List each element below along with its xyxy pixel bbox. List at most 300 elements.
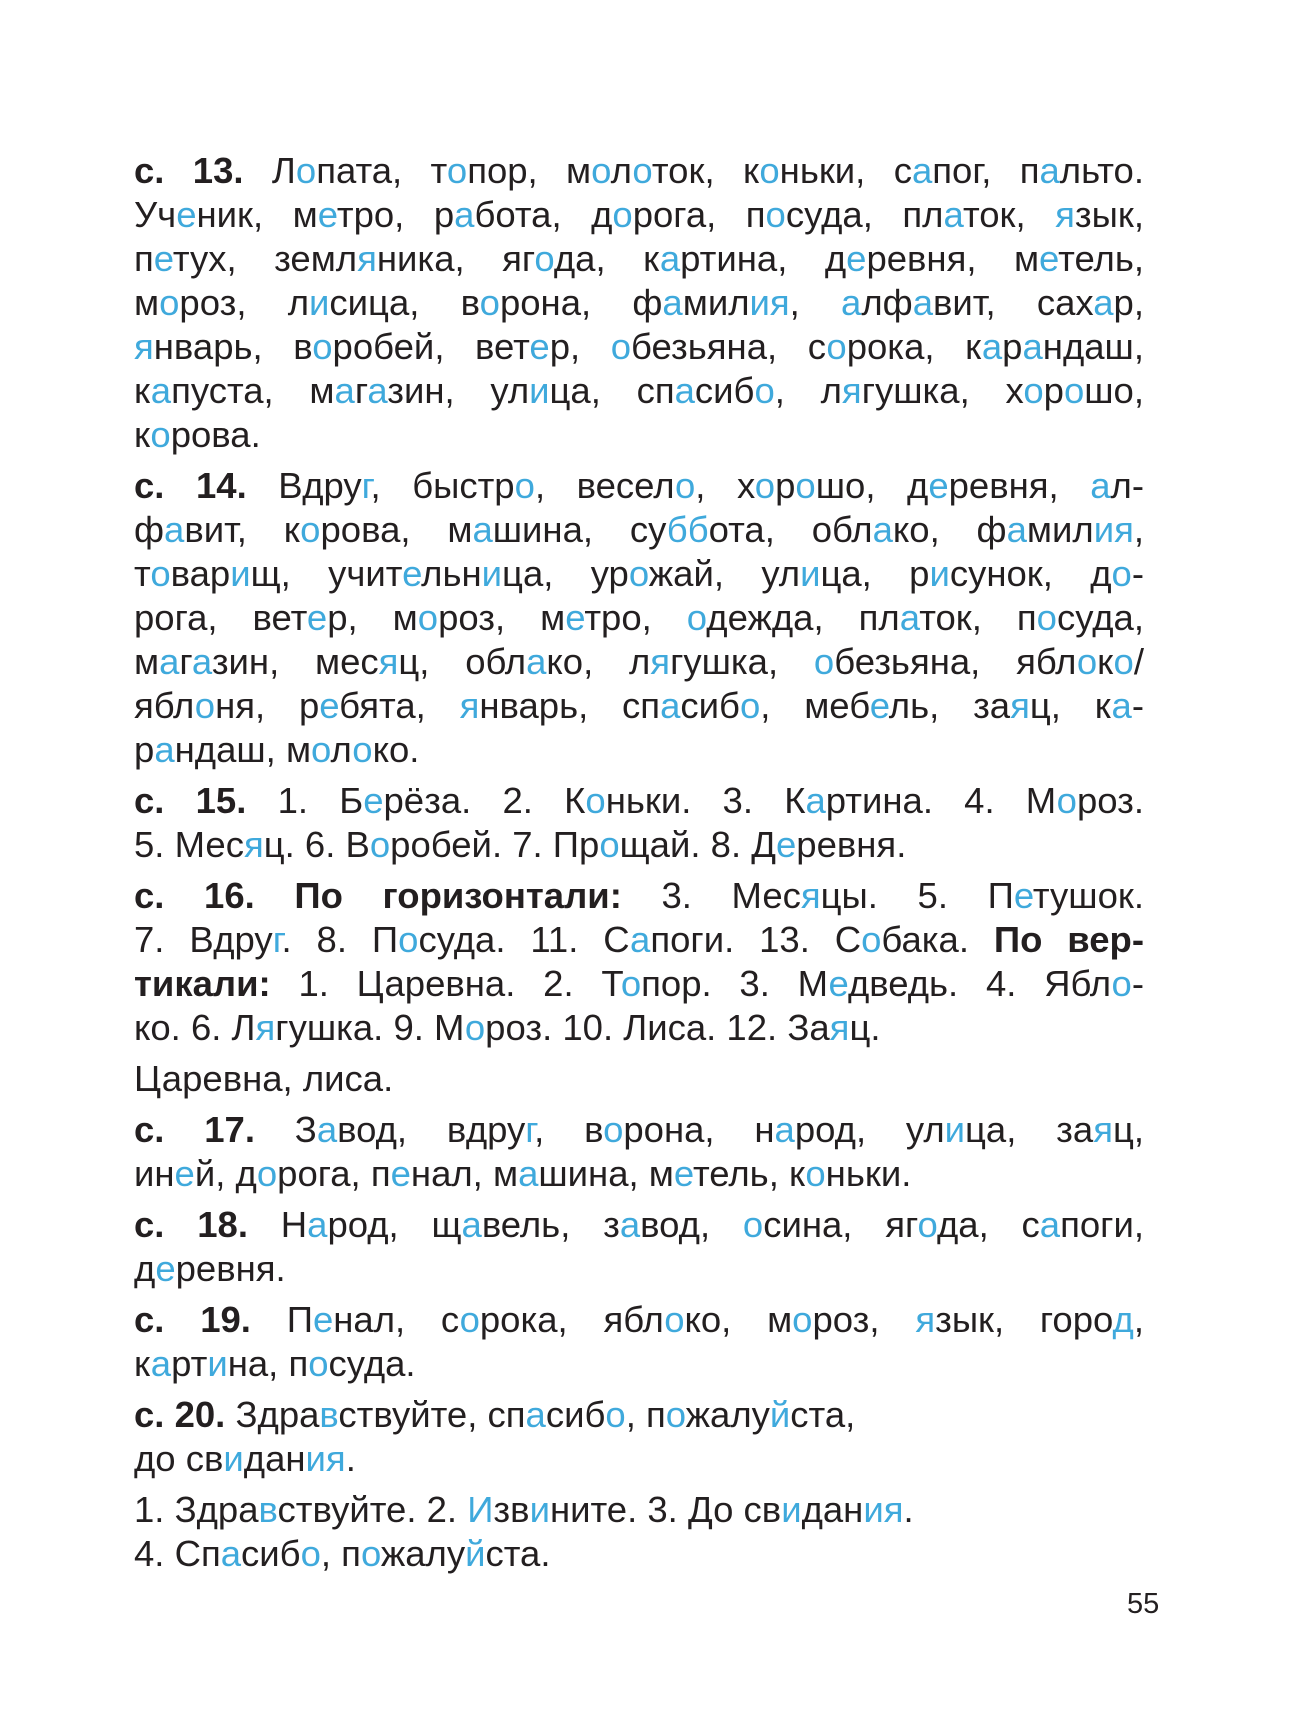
highlighted-letter: о bbox=[765, 194, 786, 235]
highlighted-letter: о bbox=[795, 465, 816, 506]
highlighted-letter: а bbox=[461, 1204, 482, 1245]
highlighted-letter: а bbox=[911, 150, 933, 191]
text-fragment: гушка, bbox=[670, 641, 814, 682]
highlighted-letter: е bbox=[306, 597, 328, 638]
text-fragment: ко, л bbox=[546, 641, 651, 682]
text-fragment: ц, bbox=[1112, 1109, 1145, 1150]
highlighted-letter: о bbox=[754, 465, 776, 506]
highlighted-letter: е bbox=[390, 1153, 411, 1194]
highlighted-letter: е bbox=[1013, 875, 1033, 916]
highlighted-letter: а bbox=[660, 685, 681, 726]
text-fragment: ндаш, м bbox=[174, 729, 312, 770]
text-fragment: ябл bbox=[134, 685, 195, 726]
highlighted-letter: о bbox=[1111, 963, 1132, 1004]
highlighted-letter: а bbox=[316, 1109, 338, 1150]
text-fragment: ньки, с bbox=[779, 150, 912, 191]
text-fragment: , х bbox=[695, 465, 755, 506]
highlighted-letter: а bbox=[619, 1204, 641, 1245]
highlighted-letter: а bbox=[159, 641, 180, 682]
text-fragment: р, м bbox=[327, 597, 418, 638]
text-fragment: ствуйте. 2. bbox=[277, 1489, 468, 1530]
text-fragment: робей, вет bbox=[332, 326, 530, 367]
highlighted-letter: е bbox=[828, 963, 848, 1004]
text-fragment: к bbox=[1097, 641, 1114, 682]
highlighted-letter: е bbox=[775, 824, 797, 865]
bold-label: По горизонтали: bbox=[294, 875, 622, 916]
highlighted-letter: а bbox=[662, 282, 683, 323]
highlighted-letter: а bbox=[454, 194, 475, 235]
text-fragment: 1. Здра bbox=[134, 1489, 259, 1530]
highlighted-letter: о bbox=[398, 919, 419, 960]
text-line bbox=[134, 728, 1144, 772]
text-line bbox=[134, 1393, 1144, 1437]
highlighted-letter: я bbox=[357, 238, 377, 279]
text-fragment: жай, ул bbox=[648, 553, 801, 594]
text-line bbox=[134, 1247, 1144, 1291]
text-fragment: пор, м bbox=[467, 150, 592, 191]
highlighted-letter: е bbox=[846, 238, 867, 279]
answer-c14 bbox=[134, 464, 1144, 772]
text-fragment: - bbox=[1131, 685, 1144, 726]
highlighted-letter: а bbox=[334, 370, 355, 411]
text-fragment: л- bbox=[1110, 465, 1144, 506]
text-line bbox=[134, 149, 1144, 193]
text-fragment: ревня, bbox=[948, 465, 1091, 506]
highlighted-letter: о bbox=[300, 509, 321, 550]
bold-label: с. 14. bbox=[134, 465, 247, 506]
text-fragment: бота, д bbox=[474, 194, 613, 235]
highlighted-letter: о bbox=[759, 150, 780, 191]
highlighted-letter: о bbox=[360, 1533, 381, 1574]
highlighted-letter: а bbox=[307, 1204, 328, 1245]
text-fragment: цы. 5. П bbox=[820, 875, 1014, 916]
highlighted-letter: а bbox=[981, 326, 1003, 367]
text-fragment: шо, д bbox=[815, 465, 929, 506]
highlighted-letter: е bbox=[529, 326, 550, 367]
text-fragment: ртина. 4. М bbox=[825, 780, 1057, 821]
highlighted-letter: г bbox=[525, 1109, 535, 1150]
highlighted-letter: а bbox=[659, 238, 681, 279]
text-fragment: ц. 6. В bbox=[263, 824, 370, 865]
text-fragment: нварь, в bbox=[153, 326, 313, 367]
text-fragment: ко, ф bbox=[892, 509, 1007, 550]
text-fragment: рова, м bbox=[320, 509, 473, 550]
text-fragment: ста, bbox=[790, 1394, 856, 1435]
text-fragment: рога, п bbox=[277, 1153, 391, 1194]
answer-c19 bbox=[134, 1298, 1144, 1386]
highlighted-letter: о bbox=[1111, 553, 1132, 594]
text-fragment: , п bbox=[625, 1394, 666, 1435]
text-fragment: ртина, д bbox=[680, 238, 847, 279]
text-fragment: , п bbox=[320, 1533, 361, 1574]
text-fragment: - bbox=[1131, 553, 1144, 594]
text-fragment: ндаш, bbox=[1042, 326, 1144, 367]
text-line bbox=[134, 1152, 1144, 1196]
text-line bbox=[134, 369, 1144, 413]
highlighted-letter: о bbox=[1023, 370, 1044, 411]
highlighted-letter: а bbox=[674, 370, 695, 411]
bold-label: с. 17. bbox=[134, 1109, 255, 1150]
text-fragment: р bbox=[1002, 326, 1023, 367]
page-number: 55 bbox=[1127, 1588, 1160, 1620]
text-fragment: зв bbox=[493, 1489, 530, 1530]
highlighted-letter: о bbox=[861, 919, 882, 960]
text-fragment: тух, земл bbox=[172, 238, 358, 279]
text-fragment: щ, учит bbox=[250, 553, 403, 594]
highlighted-letter: о bbox=[813, 641, 835, 682]
text-fragment: роз, л bbox=[179, 282, 310, 323]
highlighted-letter: о bbox=[742, 1204, 764, 1245]
text-fragment: , bbox=[1133, 509, 1144, 550]
text-fragment: да, с bbox=[936, 1204, 1040, 1245]
answer-c16 bbox=[134, 874, 1144, 1050]
text-line bbox=[134, 464, 1144, 508]
text-fragment: роз, bbox=[812, 1299, 916, 1340]
text-fragment: вод, bbox=[640, 1204, 743, 1245]
text-fragment: ня, р bbox=[215, 685, 320, 726]
highlighted-letter: а bbox=[367, 370, 388, 411]
highlighted-letter: в bbox=[258, 1489, 278, 1530]
text-fragment: дведь. 4. Ябл bbox=[847, 963, 1112, 1004]
text-line bbox=[134, 596, 1144, 640]
text-fragment: род, ул bbox=[794, 1109, 945, 1150]
highlighted-letter: я bbox=[255, 1007, 276, 1048]
text-fragment: Н bbox=[247, 1204, 308, 1245]
highlighted-letter: о bbox=[585, 780, 606, 821]
highlighted-letter: о bbox=[459, 1299, 480, 1340]
text-fragment: на, п bbox=[227, 1343, 309, 1384]
highlighted-letter: о bbox=[1076, 641, 1098, 682]
answer-c18 bbox=[134, 1203, 1144, 1291]
highlighted-letter: и bbox=[230, 553, 251, 594]
highlighted-letter: я bbox=[1055, 194, 1075, 235]
text-fragment: ревня. bbox=[175, 1248, 286, 1289]
text-fragment: рона, н bbox=[623, 1109, 775, 1150]
highlighted-letter: о bbox=[417, 597, 439, 638]
highlighted-letter: а bbox=[943, 194, 963, 235]
highlighted-letter: о bbox=[605, 1394, 626, 1435]
text-fragment: дан bbox=[243, 1438, 306, 1479]
highlighted-letter: й bbox=[769, 1394, 791, 1435]
text-fragment: рока, ябл bbox=[479, 1299, 665, 1340]
highlighted-letter: я bbox=[134, 326, 154, 367]
bold-label: По вер- bbox=[993, 919, 1144, 960]
text-fragment: дан bbox=[801, 1489, 864, 1530]
text-fragment: зин, ул bbox=[387, 370, 530, 411]
text-fragment: сина, яг bbox=[763, 1204, 918, 1245]
text-fragment: ин bbox=[134, 1153, 175, 1194]
text-fragment: нал, с bbox=[333, 1299, 460, 1340]
highlighted-letter: а bbox=[1022, 326, 1043, 367]
text-line bbox=[134, 1532, 1144, 1576]
text-fragment: вель, з bbox=[481, 1204, 620, 1245]
text-fragment: шина, су bbox=[492, 509, 667, 550]
text-line bbox=[134, 640, 1144, 684]
text-line bbox=[134, 325, 1144, 369]
text-fragment: , л bbox=[774, 370, 842, 411]
text-fragment: П bbox=[250, 1299, 313, 1340]
text-fragment: , bbox=[1133, 1299, 1144, 1340]
text-line bbox=[134, 237, 1144, 281]
text-fragment: ца, р bbox=[820, 553, 930, 594]
highlighted-letter: я bbox=[1093, 1109, 1113, 1150]
highlighted-letter: а bbox=[220, 1533, 242, 1574]
text-fragment: ревня, м bbox=[866, 238, 1040, 279]
text-fragment: поги. 13. С bbox=[650, 919, 862, 960]
text-fragment: ца, за bbox=[965, 1109, 1094, 1150]
highlighted-letter: и bbox=[309, 282, 330, 323]
highlighted-letter: е bbox=[319, 685, 340, 726]
text-fragment: рт bbox=[171, 1343, 208, 1384]
text-line bbox=[134, 874, 1144, 918]
text-fragment: лф bbox=[861, 282, 913, 323]
highlighted-letter: а bbox=[1039, 1204, 1061, 1245]
highlighted-letter: о bbox=[632, 150, 652, 191]
text-line bbox=[134, 1203, 1144, 1247]
highlighted-letter: а bbox=[526, 641, 547, 682]
text-fragment: Вдру bbox=[246, 465, 362, 506]
text-fragment: роз, м bbox=[438, 597, 566, 638]
bold-label: с. 19. bbox=[134, 1299, 251, 1340]
text-fragment: р bbox=[775, 465, 796, 506]
text-fragment: ота, обл bbox=[708, 509, 873, 550]
text-fragment: да, к bbox=[553, 238, 660, 279]
text-fragment: . 8. П bbox=[281, 919, 399, 960]
highlighted-letter: о bbox=[599, 824, 620, 865]
text-fragment: вит, сах bbox=[933, 282, 1094, 323]
text-fragment: ца, сп bbox=[549, 370, 675, 411]
text-line bbox=[134, 1108, 1144, 1152]
highlighted-letter: о bbox=[464, 1007, 486, 1048]
text-fragment: вар bbox=[170, 553, 231, 594]
text-fragment: мил bbox=[682, 282, 750, 323]
text-fragment: мил bbox=[1026, 509, 1094, 550]
highlighted-letter: о bbox=[295, 150, 317, 191]
highlighted-letter: а bbox=[630, 919, 651, 960]
text-fragment: ствуйте, сп bbox=[338, 1394, 526, 1435]
text-fragment: льто. bbox=[1059, 150, 1144, 191]
highlighted-letter: й bbox=[465, 1533, 486, 1574]
highlighted-letter: о bbox=[312, 326, 333, 367]
text-fragment: жалу bbox=[685, 1394, 770, 1435]
text-fragment: д bbox=[134, 1248, 156, 1289]
highlighted-letter: г bbox=[361, 465, 371, 506]
text-fragment: безьяна, ябл bbox=[834, 641, 1077, 682]
text-fragment: З bbox=[254, 1109, 317, 1150]
text-fragment: Уч bbox=[134, 194, 177, 235]
highlighted-letter: а bbox=[1111, 685, 1132, 726]
text-fragment: гушка. 9. М bbox=[275, 1007, 465, 1048]
text-line bbox=[134, 193, 1144, 237]
highlighted-letter: о bbox=[369, 824, 391, 865]
text-fragment: ста. bbox=[485, 1533, 551, 1574]
text-fragment: . bbox=[345, 1438, 356, 1479]
highlighted-letter: и bbox=[781, 1489, 802, 1530]
text-fragment: шина, м bbox=[538, 1153, 674, 1194]
highlighted-letter: е bbox=[363, 780, 384, 821]
highlighted-letter: а bbox=[525, 1394, 546, 1435]
highlighted-letter: и bbox=[223, 1438, 244, 1479]
text-fragment: тушок. bbox=[1032, 875, 1144, 916]
highlighted-letter: а bbox=[912, 282, 933, 323]
highlighted-letter: а bbox=[1039, 150, 1060, 191]
highlighted-letter: о bbox=[754, 370, 775, 411]
highlighted-letter: а bbox=[472, 509, 493, 550]
text-fragment: суда, bbox=[1056, 597, 1144, 638]
text-fragment: пор. 3. М bbox=[641, 963, 829, 1004]
text-fragment: тель, bbox=[1058, 238, 1144, 279]
text-fragment: ко. 6. Л bbox=[134, 1007, 256, 1048]
highlighted-letter: я bbox=[915, 1299, 936, 1340]
text-fragment: суда. 11. С bbox=[418, 919, 631, 960]
highlighted-letter: о bbox=[150, 414, 171, 455]
text-fragment: роз. bbox=[1076, 780, 1145, 821]
highlighted-letter: о bbox=[311, 729, 331, 770]
highlighted-letter: а bbox=[1006, 509, 1027, 550]
text-line bbox=[134, 1437, 1144, 1481]
text-fragment: , быстр bbox=[370, 465, 515, 506]
highlighted-letter: а bbox=[150, 370, 172, 411]
text-fragment: рова. bbox=[170, 414, 261, 455]
text-fragment: г bbox=[179, 641, 192, 682]
highlighted-letter: о bbox=[792, 1299, 813, 1340]
text-fragment: 5. Мес bbox=[134, 824, 244, 865]
highlighted-letter: я bbox=[378, 641, 399, 682]
text-fragment: ль, за bbox=[888, 685, 1011, 726]
text-fragment: ника, яг bbox=[376, 238, 535, 279]
text-line bbox=[134, 1298, 1144, 1342]
highlighted-letter: а bbox=[1090, 465, 1111, 506]
answer-c17 bbox=[134, 1108, 1144, 1196]
highlighted-letter: о bbox=[665, 1394, 686, 1435]
highlighted-letter: а bbox=[1093, 282, 1114, 323]
highlighted-letter: о bbox=[1056, 780, 1077, 821]
highlighted-letter: о bbox=[1063, 370, 1085, 411]
text-fragment: зык, горо bbox=[935, 1299, 1113, 1340]
answer-c16b bbox=[134, 1057, 1144, 1101]
highlighted-letter: И bbox=[467, 1489, 494, 1530]
highlighted-letter: о bbox=[610, 326, 632, 367]
highlighted-letter: и bbox=[529, 370, 550, 411]
highlighted-letter: о bbox=[514, 465, 535, 506]
text-fragment: ньки. bbox=[825, 1153, 912, 1194]
highlighted-letter: о bbox=[917, 1204, 937, 1245]
text-fragment: бака. bbox=[881, 919, 994, 960]
text-line bbox=[134, 413, 1144, 457]
text-fragment: дежда, пл bbox=[706, 597, 900, 638]
text-fragment: пог, п bbox=[932, 150, 1040, 191]
text-fragment: рёза. 2. К bbox=[383, 780, 586, 821]
answer-c15 bbox=[134, 779, 1144, 867]
text-fragment: робей. 7. Пр bbox=[390, 824, 600, 865]
text-line bbox=[134, 823, 1144, 867]
text-fragment: зин, мес bbox=[211, 641, 379, 682]
text-fragment: г bbox=[354, 370, 368, 411]
text-fragment: 1. Б bbox=[246, 780, 364, 821]
text-fragment: ца, ур bbox=[502, 553, 629, 594]
highlighted-letter: о bbox=[352, 729, 373, 770]
highlighted-letter: я bbox=[650, 641, 671, 682]
text-fragment: безьяна, с bbox=[631, 326, 827, 367]
text-fragment: р, bbox=[549, 326, 611, 367]
highlighted-letter: о bbox=[308, 1343, 329, 1384]
text-fragment: нварь, сп bbox=[479, 685, 661, 726]
text-fragment: зык, bbox=[1074, 194, 1145, 235]
text-fragment: гушка, х bbox=[861, 370, 1024, 411]
text-line bbox=[134, 1006, 1144, 1050]
text-fragment: льн bbox=[421, 553, 482, 594]
highlighted-letter: а bbox=[154, 729, 175, 770]
text-fragment: р bbox=[1043, 370, 1064, 411]
text-fragment: , в bbox=[534, 1109, 604, 1150]
highlighted-letter: о bbox=[446, 150, 468, 191]
highlighted-letter: а bbox=[150, 1343, 172, 1384]
text-line bbox=[134, 779, 1144, 823]
text-fragment: 4. Сп bbox=[134, 1533, 221, 1574]
highlighted-letter: е bbox=[155, 1248, 176, 1289]
highlighted-letter: е bbox=[928, 465, 949, 506]
text-fragment: жалу bbox=[380, 1533, 466, 1574]
text-fragment: й, д bbox=[194, 1153, 257, 1194]
text-fragment bbox=[255, 875, 295, 916]
text-fragment: / bbox=[1133, 641, 1144, 682]
highlighted-letter: а bbox=[774, 1109, 795, 1150]
highlighted-letter: о bbox=[805, 1153, 826, 1194]
highlighted-letter: е bbox=[174, 1153, 195, 1194]
text-fragment: т bbox=[134, 553, 151, 594]
bold-label: с. 15. bbox=[134, 780, 247, 821]
text-fragment: м bbox=[134, 641, 160, 682]
text-fragment: к bbox=[134, 1343, 151, 1384]
highlighted-letter: и bbox=[481, 553, 503, 594]
highlighted-letter: я bbox=[459, 685, 480, 726]
text-fragment: до св bbox=[134, 1438, 224, 1479]
text-fragment: бята, bbox=[339, 685, 460, 726]
text-fragment: рога, п bbox=[632, 194, 766, 235]
highlighted-letter: е bbox=[565, 597, 585, 638]
highlighted-letter: и bbox=[529, 1489, 550, 1530]
text-fragment: ток, п bbox=[919, 597, 1037, 638]
text-fragment: , bbox=[789, 282, 842, 323]
text-fragment: сунок, д bbox=[949, 553, 1112, 594]
text-fragment: нал, м bbox=[410, 1153, 519, 1194]
highlighted-letter: а bbox=[164, 509, 185, 550]
text-fragment: 3. Мес bbox=[621, 875, 801, 916]
text-fragment: ните. 3. До св bbox=[549, 1489, 782, 1530]
text-fragment: л bbox=[330, 729, 353, 770]
text-fragment: вод, вдру bbox=[337, 1109, 526, 1150]
text-fragment: к bbox=[134, 414, 151, 455]
text-fragment: ко. bbox=[372, 729, 420, 770]
text-fragment: р, bbox=[1113, 282, 1144, 323]
highlighted-letter: я bbox=[800, 875, 821, 916]
text-line bbox=[134, 552, 1144, 596]
text-line bbox=[134, 1057, 1144, 1101]
highlighted-letter: о bbox=[603, 1109, 624, 1150]
highlighted-letter: в bbox=[319, 1394, 339, 1435]
text-fragment: суда. bbox=[328, 1343, 416, 1384]
bold-label: с. 20. bbox=[134, 1394, 226, 1435]
text-fragment: суда, пл bbox=[785, 194, 944, 235]
text-fragment: шо, bbox=[1084, 370, 1144, 411]
highlighted-letter: о bbox=[826, 326, 847, 367]
highlighted-letter: о bbox=[739, 685, 761, 726]
highlighted-letter: о bbox=[591, 150, 611, 191]
answer-c20 bbox=[134, 1393, 1144, 1481]
text-fragment: род, щ bbox=[327, 1204, 462, 1245]
text-fragment: . bbox=[903, 1489, 914, 1530]
text-fragment: р bbox=[134, 729, 155, 770]
